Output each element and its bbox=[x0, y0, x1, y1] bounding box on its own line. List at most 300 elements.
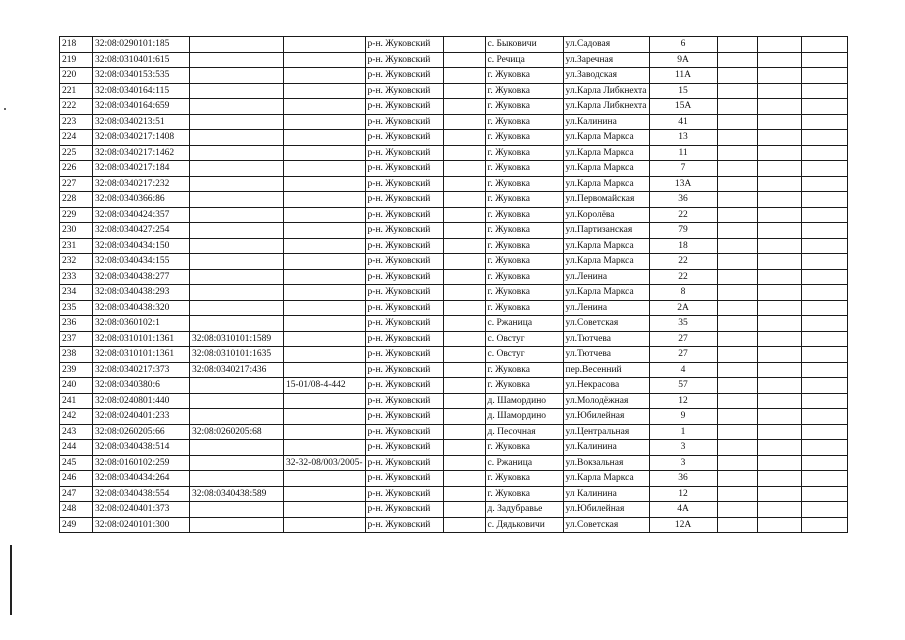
district-cell: р-н. Жуковский bbox=[365, 440, 443, 456]
related-cadastral-number-cell bbox=[190, 238, 284, 254]
street-cell: ул.Карла Маркса bbox=[563, 285, 649, 301]
empty-cell bbox=[443, 347, 485, 363]
empty-cell bbox=[757, 176, 801, 192]
street-cell: ул.Карла Маркса bbox=[563, 145, 649, 161]
empty-cell bbox=[757, 238, 801, 254]
registration-number-cell bbox=[284, 99, 366, 115]
row-number-cell: 224 bbox=[60, 130, 93, 146]
empty-cell bbox=[757, 440, 801, 456]
related-cadastral-number-cell bbox=[190, 68, 284, 84]
empty-cell bbox=[801, 223, 847, 239]
registration-number-cell bbox=[284, 269, 366, 285]
empty-cell bbox=[717, 238, 757, 254]
district-cell: р-н. Жуковский bbox=[365, 130, 443, 146]
empty-cell bbox=[757, 300, 801, 316]
empty-cell bbox=[757, 83, 801, 99]
table-row bbox=[60, 161, 848, 177]
row-number-cell: 246 bbox=[60, 471, 93, 487]
empty-cell bbox=[717, 471, 757, 487]
empty-cell bbox=[757, 37, 801, 53]
empty-cell bbox=[717, 52, 757, 68]
registration-number-cell bbox=[284, 223, 366, 239]
empty-cell bbox=[801, 145, 847, 161]
empty-cell bbox=[757, 145, 801, 161]
row-number-cell: 234 bbox=[60, 285, 93, 301]
empty-cell bbox=[443, 68, 485, 84]
empty-cell bbox=[801, 517, 847, 533]
related-cadastral-number-cell bbox=[190, 207, 284, 223]
empty-cell bbox=[443, 145, 485, 161]
cadastral-number-cell: 32:08:0360102:1 bbox=[93, 316, 190, 332]
empty-cell bbox=[717, 269, 757, 285]
related-cadastral-number-cell bbox=[190, 37, 284, 53]
cadastral-number-cell: 32:08:0340217:373 bbox=[93, 362, 190, 378]
locality-cell: г. Жуковка bbox=[485, 99, 563, 115]
street-cell: ул.Центральная bbox=[563, 424, 649, 440]
locality-cell: с. Речица bbox=[485, 52, 563, 68]
related-cadastral-number-cell bbox=[190, 300, 284, 316]
empty-cell bbox=[801, 192, 847, 208]
locality-cell: д. Шамордино bbox=[485, 393, 563, 409]
empty-cell bbox=[801, 285, 847, 301]
empty-cell bbox=[757, 486, 801, 502]
registration-number-cell bbox=[284, 393, 366, 409]
cadastral-number-cell: 32:08:0340434:155 bbox=[93, 254, 190, 270]
empty-cell bbox=[717, 517, 757, 533]
district-cell: р-н. Жуковский bbox=[365, 176, 443, 192]
related-cadastral-number-cell: 32:08:0340217:436 bbox=[190, 362, 284, 378]
empty-cell bbox=[443, 486, 485, 502]
cadastral-number-cell: 32:08:0290101:185 bbox=[93, 37, 190, 53]
row-number-cell: 237 bbox=[60, 331, 93, 347]
empty-cell bbox=[757, 331, 801, 347]
empty-cell bbox=[717, 455, 757, 471]
table-row bbox=[60, 331, 848, 347]
row-number-cell: 242 bbox=[60, 409, 93, 425]
empty-cell bbox=[443, 176, 485, 192]
street-cell: ул.Калинина bbox=[563, 114, 649, 130]
locality-cell: с. Овстуг bbox=[485, 331, 563, 347]
empty-cell bbox=[757, 316, 801, 332]
district-cell: р-н. Жуковский bbox=[365, 316, 443, 332]
house-number-cell: 36 bbox=[649, 192, 717, 208]
street-cell: ул.Заречная bbox=[563, 52, 649, 68]
locality-cell: с. Овстуг bbox=[485, 347, 563, 363]
empty-cell bbox=[717, 424, 757, 440]
table-row bbox=[60, 114, 848, 130]
empty-cell bbox=[443, 316, 485, 332]
empty-cell bbox=[443, 362, 485, 378]
table-row bbox=[60, 471, 848, 487]
district-cell: р-н. Жуковский bbox=[365, 161, 443, 177]
empty-cell bbox=[801, 502, 847, 518]
row-number-cell: 247 bbox=[60, 486, 93, 502]
row-number-cell: 248 bbox=[60, 502, 93, 518]
empty-cell bbox=[801, 471, 847, 487]
related-cadastral-number-cell: 32:08:0260205:68 bbox=[190, 424, 284, 440]
locality-cell: г. Жуковка bbox=[485, 68, 563, 84]
table-row bbox=[60, 378, 848, 394]
related-cadastral-number-cell bbox=[190, 378, 284, 394]
table-row bbox=[60, 486, 848, 502]
empty-cell bbox=[757, 99, 801, 115]
empty-cell bbox=[717, 440, 757, 456]
empty-cell bbox=[443, 269, 485, 285]
registration-number-cell bbox=[284, 176, 366, 192]
row-number-cell: 249 bbox=[60, 517, 93, 533]
registration-number-cell: 15-01/08-4-442 bbox=[284, 378, 366, 394]
empty-cell bbox=[443, 192, 485, 208]
street-cell: ул.Карла Маркса bbox=[563, 130, 649, 146]
table-row bbox=[60, 393, 848, 409]
house-number-cell: 13 bbox=[649, 130, 717, 146]
house-number-cell: 22 bbox=[649, 207, 717, 223]
table-row bbox=[60, 99, 848, 115]
table-row bbox=[60, 207, 848, 223]
property-registry-table bbox=[59, 36, 848, 533]
street-cell: ул.Советская bbox=[563, 316, 649, 332]
empty-cell bbox=[757, 223, 801, 239]
house-number-cell: 13А bbox=[649, 176, 717, 192]
empty-cell bbox=[717, 130, 757, 146]
house-number-cell: 4А bbox=[649, 502, 717, 518]
street-cell: ул.Садовая bbox=[563, 37, 649, 53]
district-cell: р-н. Жуковский bbox=[365, 223, 443, 239]
street-cell: ул.Калинина bbox=[563, 440, 649, 456]
empty-cell bbox=[443, 424, 485, 440]
registration-number-cell: 32-32-08/003/2005- bbox=[284, 455, 366, 471]
house-number-cell: 22 bbox=[649, 254, 717, 270]
table-row bbox=[60, 192, 848, 208]
locality-cell: г. Жуковка bbox=[485, 207, 563, 223]
district-cell: р-н. Жуковский bbox=[365, 502, 443, 518]
empty-cell bbox=[717, 316, 757, 332]
cadastral-number-cell: 32:08:0340366:86 bbox=[93, 192, 190, 208]
empty-cell bbox=[443, 99, 485, 115]
registration-number-cell bbox=[284, 440, 366, 456]
district-cell: р-н. Жуковский bbox=[365, 83, 443, 99]
empty-cell bbox=[717, 161, 757, 177]
street-cell: ул.Карла Маркса bbox=[563, 176, 649, 192]
empty-cell bbox=[717, 331, 757, 347]
empty-cell bbox=[801, 362, 847, 378]
table-row bbox=[60, 83, 848, 99]
cadastral-number-cell: 32:08:0340164:115 bbox=[93, 83, 190, 99]
empty-cell bbox=[801, 331, 847, 347]
house-number-cell: 22 bbox=[649, 269, 717, 285]
house-number-cell: 12 bbox=[649, 393, 717, 409]
table-row bbox=[60, 285, 848, 301]
district-cell: р-н. Жуковский bbox=[365, 347, 443, 363]
locality-cell: с. Быковичи bbox=[485, 37, 563, 53]
street-cell: ул.Карла Маркса bbox=[563, 471, 649, 487]
empty-cell bbox=[801, 176, 847, 192]
related-cadastral-number-cell bbox=[190, 223, 284, 239]
row-number-cell: 228 bbox=[60, 192, 93, 208]
house-number-cell: 57 bbox=[649, 378, 717, 394]
empty-cell bbox=[801, 440, 847, 456]
locality-cell: г. Жуковка bbox=[485, 440, 563, 456]
empty-cell bbox=[443, 285, 485, 301]
scan-edge-mark bbox=[10, 545, 12, 615]
house-number-cell: 11 bbox=[649, 145, 717, 161]
empty-cell bbox=[801, 486, 847, 502]
locality-cell: г. Жуковка bbox=[485, 269, 563, 285]
row-number-cell: 238 bbox=[60, 347, 93, 363]
empty-cell bbox=[717, 207, 757, 223]
cadastral-number-cell: 32:08:0340438:320 bbox=[93, 300, 190, 316]
table-row bbox=[60, 254, 848, 270]
cadastral-number-cell: 32:08:0340434:150 bbox=[93, 238, 190, 254]
cadastral-number-cell: 32:08:0240401:233 bbox=[93, 409, 190, 425]
empty-cell bbox=[757, 424, 801, 440]
empty-cell bbox=[443, 254, 485, 270]
related-cadastral-number-cell bbox=[190, 316, 284, 332]
table-row bbox=[60, 223, 848, 239]
house-number-cell: 15А bbox=[649, 99, 717, 115]
registration-number-cell bbox=[284, 331, 366, 347]
row-number-cell: 226 bbox=[60, 161, 93, 177]
empty-cell bbox=[717, 37, 757, 53]
cadastral-number-cell: 32:08:0340217:232 bbox=[93, 176, 190, 192]
empty-cell bbox=[801, 68, 847, 84]
table-row bbox=[60, 440, 848, 456]
registration-number-cell bbox=[284, 238, 366, 254]
related-cadastral-number-cell bbox=[190, 517, 284, 533]
row-number-cell: 245 bbox=[60, 455, 93, 471]
row-number-cell: 223 bbox=[60, 114, 93, 130]
street-cell: ул.Молодёжная bbox=[563, 393, 649, 409]
district-cell: р-н. Жуковский bbox=[365, 517, 443, 533]
empty-cell bbox=[801, 347, 847, 363]
empty-cell bbox=[757, 161, 801, 177]
related-cadastral-number-cell bbox=[190, 130, 284, 146]
empty-cell bbox=[757, 347, 801, 363]
district-cell: р-н. Жуковский bbox=[365, 393, 443, 409]
cadastral-number-cell: 32:08:0310101:1361 bbox=[93, 347, 190, 363]
registration-number-cell bbox=[284, 316, 366, 332]
scan-dust-mark bbox=[4, 108, 6, 110]
house-number-cell: 12А bbox=[649, 517, 717, 533]
empty-cell bbox=[443, 300, 485, 316]
table-row bbox=[60, 424, 848, 440]
empty-cell bbox=[717, 83, 757, 99]
house-number-cell: 36 bbox=[649, 471, 717, 487]
related-cadastral-number-cell bbox=[190, 83, 284, 99]
empty-cell bbox=[801, 99, 847, 115]
row-number-cell: 235 bbox=[60, 300, 93, 316]
registration-number-cell bbox=[284, 502, 366, 518]
street-cell: пер.Весенний bbox=[563, 362, 649, 378]
locality-cell: г. Жуковка bbox=[485, 114, 563, 130]
registration-number-cell bbox=[284, 424, 366, 440]
empty-cell bbox=[443, 37, 485, 53]
empty-cell bbox=[717, 409, 757, 425]
table-row bbox=[60, 238, 848, 254]
empty-cell bbox=[801, 300, 847, 316]
related-cadastral-number-cell bbox=[190, 145, 284, 161]
registration-number-cell bbox=[284, 83, 366, 99]
table-row bbox=[60, 517, 848, 533]
house-number-cell: 8 bbox=[649, 285, 717, 301]
empty-cell bbox=[757, 68, 801, 84]
house-number-cell: 79 bbox=[649, 223, 717, 239]
cadastral-number-cell: 32:08:0340438:554 bbox=[93, 486, 190, 502]
district-cell: р-н. Жуковский bbox=[365, 68, 443, 84]
cadastral-number-cell: 32:08:0240101:300 bbox=[93, 517, 190, 533]
district-cell: р-н. Жуковский bbox=[365, 331, 443, 347]
row-number-cell: 232 bbox=[60, 254, 93, 270]
street-cell: ул.Советская bbox=[563, 517, 649, 533]
locality-cell: д. Задубравье bbox=[485, 502, 563, 518]
related-cadastral-number-cell bbox=[190, 269, 284, 285]
registration-number-cell bbox=[284, 362, 366, 378]
registration-number-cell bbox=[284, 145, 366, 161]
locality-cell: г. Жуковка bbox=[485, 362, 563, 378]
cadastral-number-cell: 32:08:0340427:254 bbox=[93, 223, 190, 239]
table-row bbox=[60, 502, 848, 518]
house-number-cell: 6 bbox=[649, 37, 717, 53]
street-cell: ул.Карла Маркса bbox=[563, 254, 649, 270]
related-cadastral-number-cell: 32:08:0340438:589 bbox=[190, 486, 284, 502]
house-number-cell: 2А bbox=[649, 300, 717, 316]
row-number-cell: 243 bbox=[60, 424, 93, 440]
locality-cell: г. Жуковка bbox=[485, 130, 563, 146]
house-number-cell: 18 bbox=[649, 238, 717, 254]
empty-cell bbox=[443, 440, 485, 456]
empty-cell bbox=[443, 378, 485, 394]
cadastral-number-cell: 32:08:0340438:293 bbox=[93, 285, 190, 301]
district-cell: р-н. Жуковский bbox=[365, 362, 443, 378]
empty-cell bbox=[757, 52, 801, 68]
empty-cell bbox=[801, 378, 847, 394]
empty-cell bbox=[717, 223, 757, 239]
empty-cell bbox=[717, 486, 757, 502]
district-cell: р-н. Жуковский bbox=[365, 378, 443, 394]
cadastral-number-cell: 32:08:0340438:514 bbox=[93, 440, 190, 456]
table-row bbox=[60, 362, 848, 378]
empty-cell bbox=[717, 254, 757, 270]
related-cadastral-number-cell bbox=[190, 52, 284, 68]
empty-cell bbox=[717, 362, 757, 378]
district-cell: р-н. Жуковский bbox=[365, 238, 443, 254]
registration-number-cell bbox=[284, 161, 366, 177]
street-cell: ул.Некрасова bbox=[563, 378, 649, 394]
street-cell: ул.Ленина bbox=[563, 300, 649, 316]
street-cell: ул Калинина bbox=[563, 486, 649, 502]
empty-cell bbox=[717, 145, 757, 161]
street-cell: ул.Карла Маркса bbox=[563, 161, 649, 177]
row-number-cell: 219 bbox=[60, 52, 93, 68]
house-number-cell: 15 bbox=[649, 83, 717, 99]
district-cell: р-н. Жуковский bbox=[365, 409, 443, 425]
related-cadastral-number-cell bbox=[190, 471, 284, 487]
empty-cell bbox=[801, 455, 847, 471]
cadastral-number-cell: 32:08:0340153:535 bbox=[93, 68, 190, 84]
district-cell: р-н. Жуковский bbox=[365, 145, 443, 161]
district-cell: р-н. Жуковский bbox=[365, 471, 443, 487]
empty-cell bbox=[757, 114, 801, 130]
empty-cell bbox=[801, 409, 847, 425]
row-number-cell: 221 bbox=[60, 83, 93, 99]
locality-cell: с. Дядьковичи bbox=[485, 517, 563, 533]
row-number-cell: 241 bbox=[60, 393, 93, 409]
cadastral-number-cell: 32:08:0340164:659 bbox=[93, 99, 190, 115]
empty-cell bbox=[801, 83, 847, 99]
empty-cell bbox=[757, 362, 801, 378]
table-row bbox=[60, 68, 848, 84]
table-row bbox=[60, 409, 848, 425]
street-cell: ул.Королёва bbox=[563, 207, 649, 223]
street-cell: ул.Первомайская bbox=[563, 192, 649, 208]
cadastral-number-cell: 32:08:0340424:357 bbox=[93, 207, 190, 223]
related-cadastral-number-cell bbox=[190, 161, 284, 177]
related-cadastral-number-cell bbox=[190, 114, 284, 130]
empty-cell bbox=[757, 269, 801, 285]
district-cell: р-н. Жуковский bbox=[365, 269, 443, 285]
house-number-cell: 7 bbox=[649, 161, 717, 177]
empty-cell bbox=[443, 471, 485, 487]
empty-cell bbox=[717, 393, 757, 409]
empty-cell bbox=[757, 378, 801, 394]
registration-number-cell bbox=[284, 192, 366, 208]
empty-cell bbox=[757, 207, 801, 223]
cadastral-number-cell: 32:08:0340438:277 bbox=[93, 269, 190, 285]
empty-cell bbox=[443, 517, 485, 533]
registration-number-cell bbox=[284, 409, 366, 425]
empty-cell bbox=[757, 517, 801, 533]
related-cadastral-number-cell bbox=[190, 254, 284, 270]
empty-cell bbox=[717, 114, 757, 130]
empty-cell bbox=[801, 269, 847, 285]
row-number-cell: 220 bbox=[60, 68, 93, 84]
locality-cell: г. Жуковка bbox=[485, 161, 563, 177]
registration-number-cell bbox=[284, 254, 366, 270]
empty-cell bbox=[801, 424, 847, 440]
street-cell: ул.Тютчева bbox=[563, 347, 649, 363]
empty-cell bbox=[717, 378, 757, 394]
empty-cell bbox=[801, 37, 847, 53]
registration-number-cell bbox=[284, 517, 366, 533]
cadastral-number-cell: 32:08:0340217:1462 bbox=[93, 145, 190, 161]
locality-cell: г. Жуковка bbox=[485, 300, 563, 316]
registration-number-cell bbox=[284, 114, 366, 130]
cadastral-number-cell: 32:08:0160102:259 bbox=[93, 455, 190, 471]
registry-table-body bbox=[60, 37, 848, 533]
table-row bbox=[60, 300, 848, 316]
locality-cell: г. Жуковка bbox=[485, 285, 563, 301]
related-cadastral-number-cell bbox=[190, 99, 284, 115]
empty-cell bbox=[801, 52, 847, 68]
empty-cell bbox=[717, 176, 757, 192]
empty-cell bbox=[443, 223, 485, 239]
empty-cell bbox=[717, 285, 757, 301]
empty-cell bbox=[443, 161, 485, 177]
registration-number-cell bbox=[284, 207, 366, 223]
district-cell: р-н. Жуковский bbox=[365, 52, 443, 68]
empty-cell bbox=[801, 114, 847, 130]
house-number-cell: 9 bbox=[649, 409, 717, 425]
empty-cell bbox=[443, 409, 485, 425]
registration-number-cell bbox=[284, 130, 366, 146]
empty-cell bbox=[443, 331, 485, 347]
table-row bbox=[60, 269, 848, 285]
empty-cell bbox=[717, 99, 757, 115]
row-number-cell: 225 bbox=[60, 145, 93, 161]
locality-cell: с. Ржаница bbox=[485, 316, 563, 332]
row-number-cell: 236 bbox=[60, 316, 93, 332]
row-number-cell: 233 bbox=[60, 269, 93, 285]
